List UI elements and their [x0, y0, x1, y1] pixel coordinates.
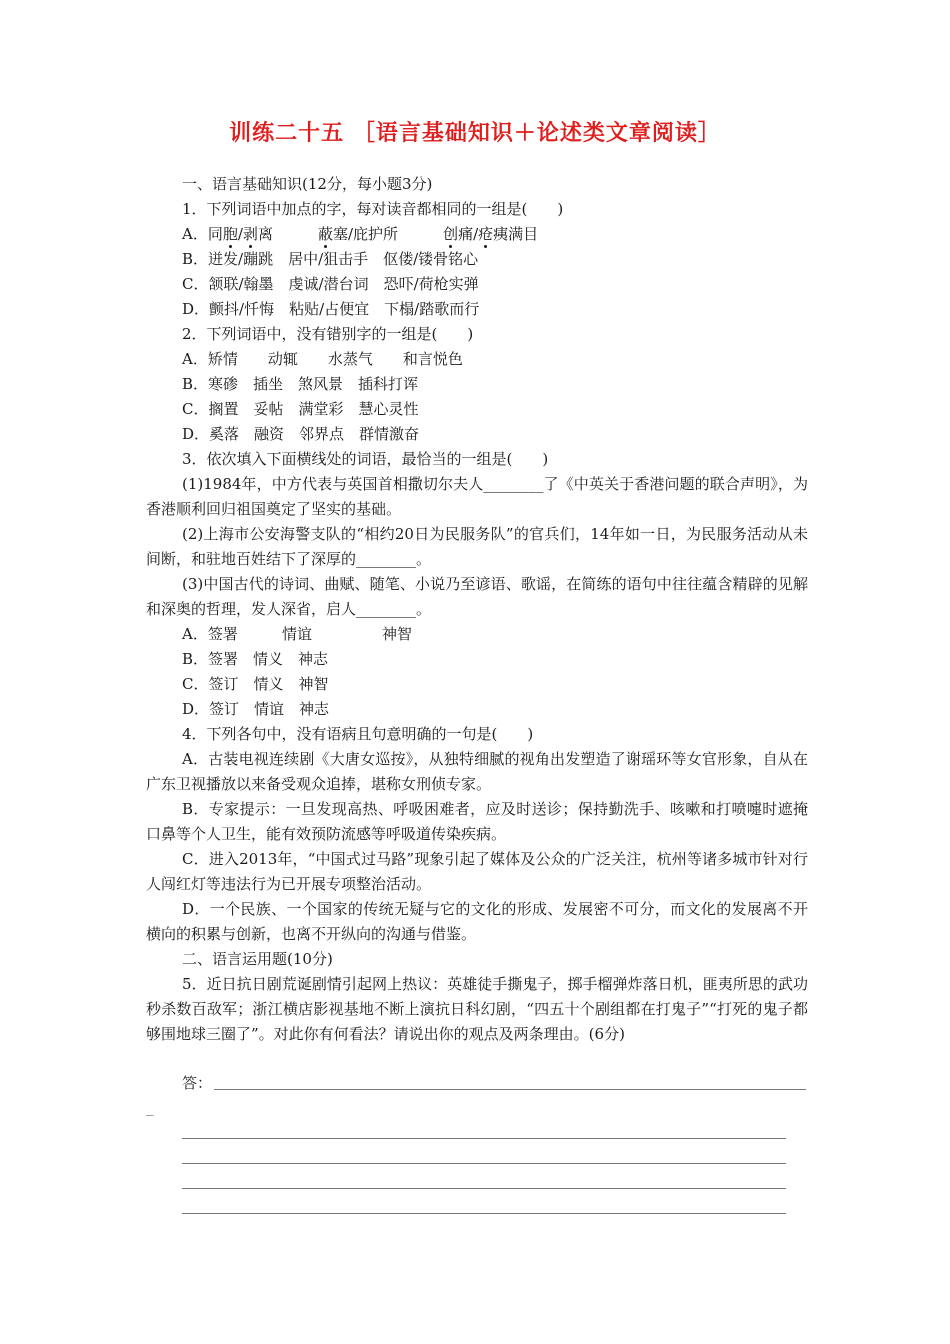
question-3-stem: 3．依次填入下面横线处的词语，最恰当的一组是( )	[182, 450, 549, 468]
question-2-option-a: A．矫情 动辄 水蒸气 和言悦色	[182, 350, 463, 368]
dotted-char: 剥	[242, 225, 258, 243]
question-4-option-d: D．一个民族、一个国家的传统无疑与它的文化的形成、发展密不可分，而文化的发展离不开横向的积累与创新，也离不开纵向的沟通与借鉴。	[146, 900, 808, 943]
question-2-option-d: D．奚落 融资 邻界点 群情激奋	[182, 425, 420, 443]
dotted-char: 蔽	[317, 225, 333, 243]
question-4-option-a: A．古装电视连续剧《大唐女巡按》，从独特细腻的视角出发塑造了谢瑶环等女官形象，自从在广东卫视播放以来备受观众追捧，堪称女刑侦专家。	[146, 750, 808, 793]
dotted-char: 胞	[222, 225, 238, 243]
question-3-option-d: D．签订 情谊 神志	[182, 700, 330, 718]
question-2-stem: 2．下列词语中，没有错别字的一组是( )	[182, 325, 474, 343]
question-4-option-b: B．专家提示：一旦发现高热、呼吸困难者，应及时送诊；保持勤洗手、咳嗽和打喷嚏时遮掩口鼻等个人卫生，能有效预防流感等呼吸道传染疾病。	[146, 800, 808, 843]
question-5-stem: 5．近日抗日剧荒诞剧情引起网上热议：英雄徒手撕鬼子，掷手榴弹炸落日机，匪夷所思的武功秒杀数百敌军；浙江横店影视基地不断上演抗日科幻剧，“四五十个剧组都在打鬼子”“打死的鬼子都够围地球三圈了”。对此你有何看法？请说出你的观点及两条理由。(6分)	[146, 975, 808, 1043]
question-1-option-c: C．颔联/翰墨 虔诚/潜台词 恐吓/荷枪实弹	[182, 275, 479, 293]
answer-line[interactable]	[182, 1213, 786, 1214]
answer-label: 答：	[182, 1074, 213, 1092]
question-3-option-c: C．签订 情义 神智	[182, 675, 329, 693]
question-1-option-a: A．同胞/剥离 蔽塞/庇护所 创痛/疮痍满目	[182, 225, 539, 243]
question-3-option-b: B．签署 情义 神志	[182, 650, 329, 668]
section-heading-2: 二、语言运用题(10分)	[182, 950, 333, 968]
dotted-char: 疮	[478, 225, 494, 243]
question-4-option-c: C．进入2013年，“中国式过马路”现象引起了媒体及公众的广泛关注，杭州等诸多城市针对行人闯红灯等违法行为已开展专项整治活动。	[146, 850, 808, 893]
answer-line[interactable]	[214, 1089, 806, 1090]
document-body	[146, 172, 808, 1047]
question-2-option-c: C．搁置 妥帖 满堂彩 慧心灵性	[182, 400, 419, 418]
question-1-stem: 1．下列词语中加点的字，每对读音都相同的一组是( )	[182, 200, 564, 218]
page-title: 训练二十五 ［语言基础知识＋论述类文章阅读］	[229, 120, 721, 146]
question-3-option-a: A．签署 情谊 神智	[182, 625, 413, 643]
stray-underscore: _	[146, 1098, 154, 1116]
question-4-stem: 4．下列各句中，没有语病且句意明确的一句是( )	[182, 725, 534, 743]
question-3-sentence-1: (1)1984年，中方代表与英国首相撒切尔夫人________了《中英关于香港问题的联合声明》，为香港顺利回归祖国奠定了坚实的基础。	[146, 475, 808, 518]
answer-line[interactable]	[182, 1163, 786, 1164]
dotted-char: 创	[443, 225, 459, 243]
answer-line[interactable]	[182, 1138, 786, 1139]
question-2-option-b: B．寒碜 插坐 煞风景 插科打诨	[182, 375, 419, 393]
answer-line[interactable]	[182, 1188, 786, 1189]
question-1-option-b: B．迸发/蹦跳 居中/狙击手 伛偻/镂骨铭心	[182, 250, 479, 268]
question-1-option-d: D．颤抖/忏悔 粘贴/占便宜 下榻/踏歌而行	[182, 300, 480, 318]
section-heading-1: 一、语言基础知识(12分，每小题3分)	[182, 175, 433, 193]
question-3-sentence-2: (2)上海市公安海警支队的“相约20日为民服务队”的官兵们，14年如一日，为民服务活动从未间断，和驻地百姓结下了深厚的________。	[146, 525, 808, 568]
question-3-sentence-3: (3)中国古代的诗词、曲赋、随笔、小说乃至谚语、歌谣，在简练的语句中往往蕴含精辟的见解和深奥的哲理，发人深省，启人________。	[146, 575, 808, 618]
